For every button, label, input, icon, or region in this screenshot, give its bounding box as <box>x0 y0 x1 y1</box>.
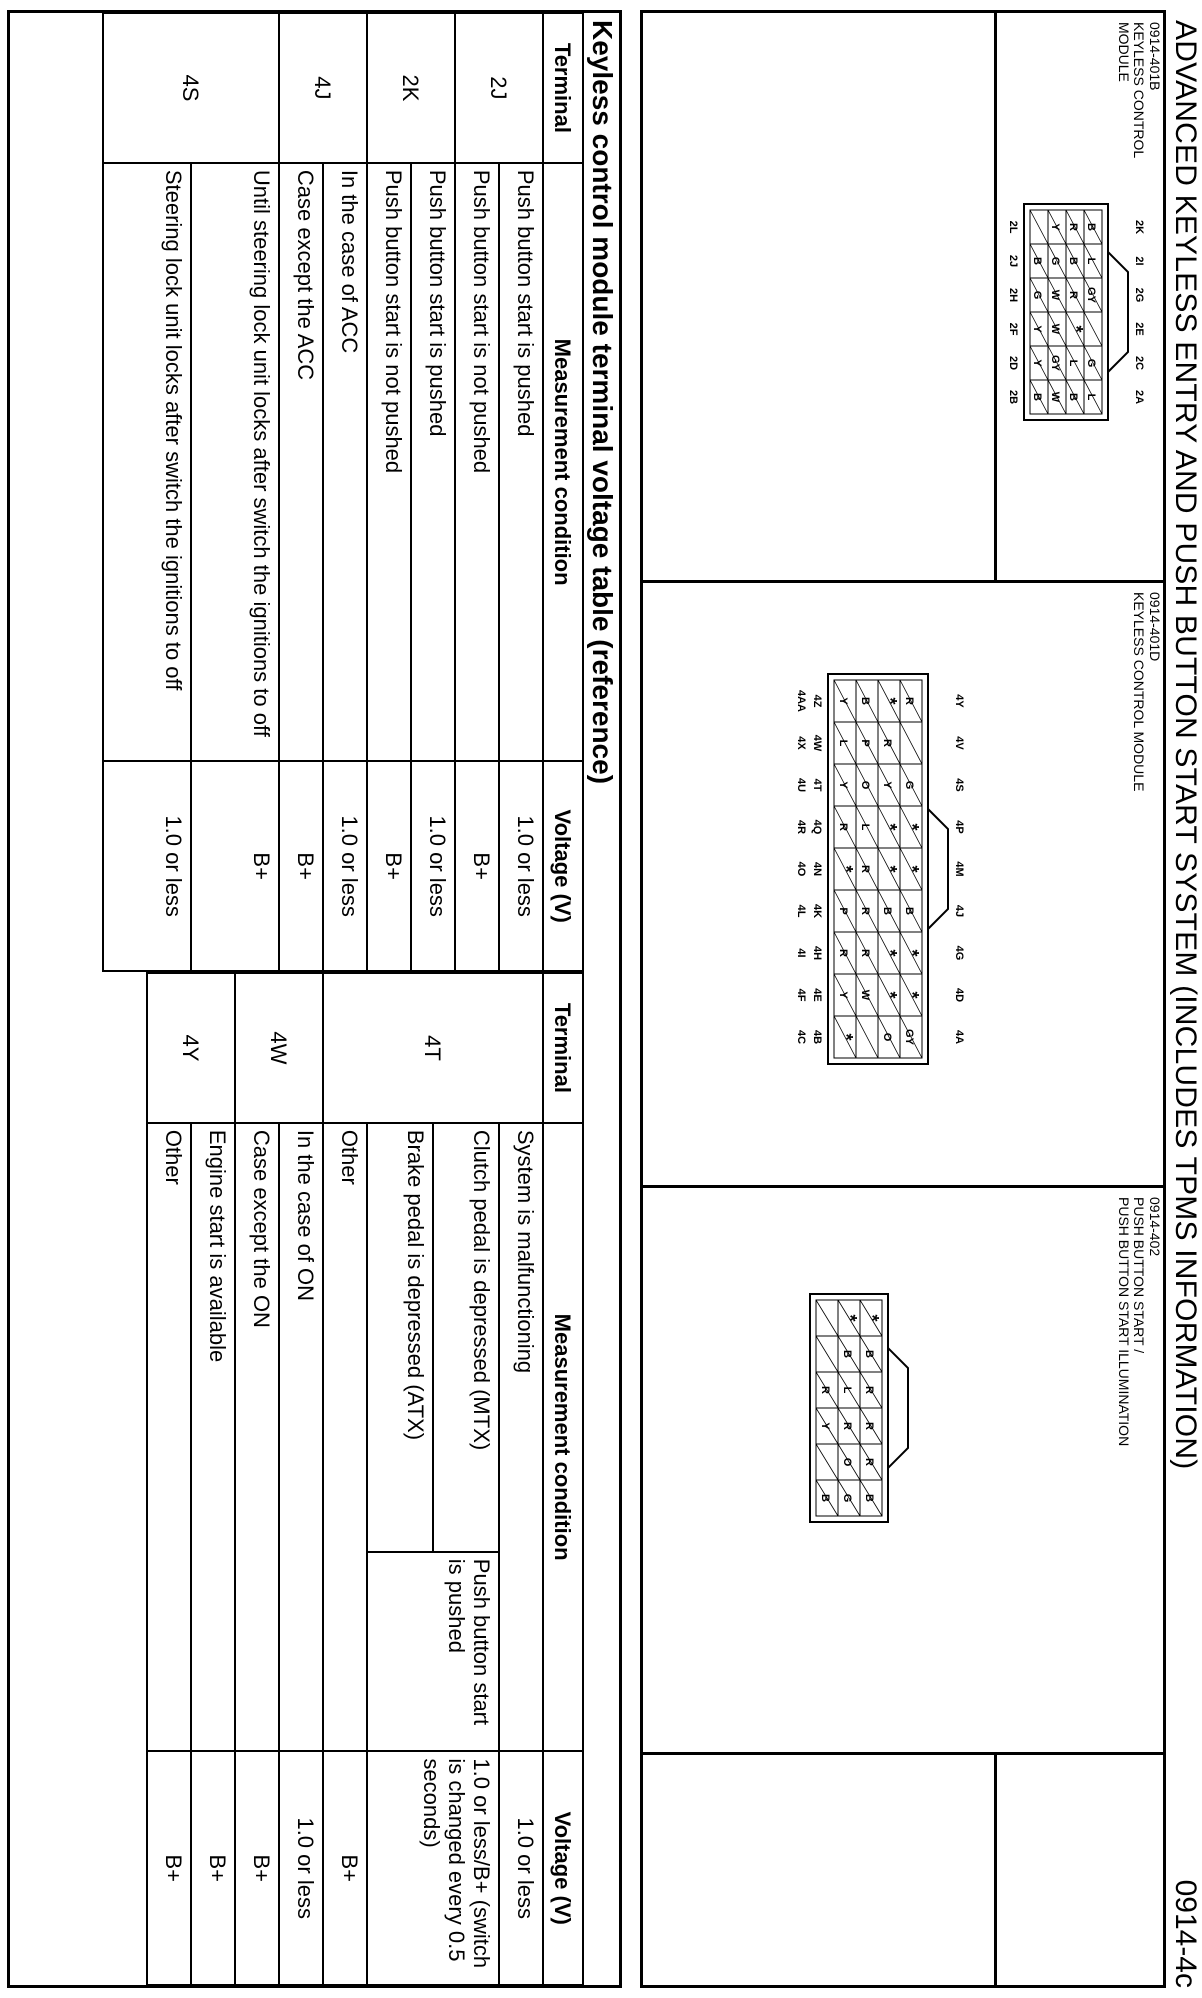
pin-label: B <box>1031 257 1043 265</box>
condition-cell: Other <box>147 1123 191 1752</box>
pin-number: 4X <box>795 736 807 750</box>
pin-label: R <box>837 823 849 831</box>
voltage-cell: 1.0 or less <box>499 761 543 971</box>
pin-label: G <box>1085 358 1097 368</box>
pin-label: O <box>859 780 871 790</box>
pin-number: 4W <box>811 734 823 752</box>
condition-cell: In the case of ON <box>279 1123 323 1752</box>
pin-number: 4K <box>811 903 823 919</box>
condition-cell: Brake pedal is depressed (ATX) <box>367 1123 433 1552</box>
col-condition: Measurement condition <box>543 163 583 762</box>
voltage-cell: B+ <box>367 761 411 971</box>
pin-label: G <box>841 1493 853 1503</box>
col-condition: Measurement condition <box>543 1123 583 1752</box>
condition-cell: Push button start is pushed <box>367 1552 499 1752</box>
connector-1-id: 0914-401B <box>1147 22 1163 91</box>
pin-label: R <box>903 697 915 705</box>
condition-cell: In the case of ACC <box>323 163 367 762</box>
pin-number: 2A <box>1133 389 1145 405</box>
connector-latch <box>928 809 948 929</box>
pin-label: L <box>1085 393 1097 401</box>
pin-label: * <box>840 1314 860 1322</box>
terminal-cell: 4Y <box>147 973 235 1123</box>
connector-latch <box>1108 252 1128 372</box>
pin-label: Y <box>837 781 849 789</box>
table-row <box>411 13 455 971</box>
condition-cell: Until steering lock unit locks after switch the ignitions to off <box>191 163 279 762</box>
pin-number: 4P <box>953 820 965 834</box>
pin-label: B <box>859 697 871 705</box>
page-code: 0914-4c <box>1169 1879 1202 1988</box>
pin-number: 4U <box>795 777 807 793</box>
table-row <box>499 13 543 971</box>
voltage-cell: 1.0 or less/B+ (switch is changed every 0.5 seconds) <box>367 1751 499 1985</box>
pin-label: R <box>859 907 871 915</box>
pin-label: R <box>1067 291 1079 299</box>
pin-number: 4J <box>953 904 965 918</box>
table-row <box>323 973 367 1985</box>
pin-number: 4AA <box>795 689 807 713</box>
pin-label: R <box>863 1458 875 1466</box>
voltage-table-left <box>102 12 584 972</box>
pin-number: 4V <box>953 736 965 750</box>
terminal-cell: 4W <box>235 973 323 1123</box>
pin-label: O <box>841 1457 853 1467</box>
condition-cell: Case except the ON <box>235 1123 279 1752</box>
pin-label: R <box>859 865 871 873</box>
pin-number: 4F <box>795 988 807 1002</box>
pin-label: P <box>859 739 871 747</box>
table-row <box>499 973 543 1985</box>
condition-cell: Case except the ACC <box>279 163 323 762</box>
pin-label: R <box>841 1422 853 1430</box>
connector-3-diagram <box>782 1260 922 1580</box>
pin-label: Y <box>837 991 849 999</box>
pin-label: Y <box>881 781 893 789</box>
pin-label: * <box>880 697 900 705</box>
pin-label: O <box>881 1032 893 1042</box>
pin-number: 4D <box>953 987 965 1003</box>
pin-label: R <box>1067 223 1079 231</box>
connector-latch <box>888 1348 908 1468</box>
condition-cell: Push button start is pushed <box>411 163 455 762</box>
pin-number: 4H <box>811 945 823 961</box>
pin-number: 4B <box>811 1029 823 1045</box>
connector-2-diagram <box>782 640 965 1160</box>
voltage-cell: B+ <box>235 1751 279 1985</box>
pin-label: Y <box>1031 325 1043 333</box>
connector-1-diagram <box>1002 150 1145 550</box>
pin-label: Y <box>837 697 849 705</box>
pin-label: R <box>819 1386 831 1394</box>
col-voltage: Voltage (V) <box>543 761 583 971</box>
pin-label: * <box>1066 325 1086 333</box>
pin-label: Y <box>1049 223 1061 231</box>
pin-label: P <box>837 907 849 915</box>
pin-label: * <box>862 1314 882 1322</box>
voltage-cell: B+ <box>191 761 279 971</box>
pin-label: B <box>863 1494 875 1502</box>
terminal-cell: 2K <box>367 13 455 163</box>
pin-label: R <box>881 739 893 747</box>
pin-label: * <box>902 991 922 999</box>
pin-number: 2K <box>1133 219 1145 235</box>
pin-label: B <box>1085 223 1097 231</box>
pin-label: B <box>1031 393 1043 401</box>
pin-label: R <box>859 949 871 957</box>
pin-label: B <box>881 907 893 915</box>
pin-label: L <box>837 739 849 747</box>
pin-label: Y <box>1031 359 1043 367</box>
pin-number: 4G <box>953 945 965 961</box>
pin-label: * <box>902 949 922 957</box>
pin-number: 4A <box>953 1029 965 1045</box>
condition-cell: Clutch pedal is depressed (MTX) <box>433 1123 499 1552</box>
pin-label: B <box>841 1350 853 1358</box>
pin-label: R <box>837 949 849 957</box>
table-row <box>191 13 279 971</box>
pin-number: 4Y <box>953 694 965 708</box>
pin-number: 4N <box>811 861 823 877</box>
pin-label: L <box>859 823 871 831</box>
pin-label: B <box>863 1350 875 1358</box>
connector-2-name: KEYLESS CONTROL MODULE <box>1131 592 1147 792</box>
pin-label: * <box>836 865 856 873</box>
pin-label: R <box>863 1386 875 1394</box>
pin-label: B <box>1067 393 1079 401</box>
terminal-cell: 4T <box>323 973 543 1123</box>
pin-label: W <box>859 989 871 1001</box>
pin-label: L <box>1067 359 1079 367</box>
pin-number: 4T <box>811 778 823 792</box>
pin-number: 4S <box>953 778 965 792</box>
pin-label: * <box>880 823 900 831</box>
condition-cell: Engine start is available <box>191 1123 235 1752</box>
pin-number: 2J <box>1007 254 1019 268</box>
condition-cell: Steering lock unit locks after switch the ignitions to off <box>103 163 191 762</box>
pin-number: 4M <box>953 861 965 877</box>
pin-label: B <box>1067 257 1079 265</box>
pin-label: W <box>1049 391 1061 403</box>
pin-label: W <box>1049 323 1061 335</box>
col-voltage: Voltage (V) <box>543 1751 583 1985</box>
voltage-cell: 1.0 or less <box>499 1751 543 1985</box>
voltage-table-right <box>146 972 584 1986</box>
connector-1-name: KEYLESS CONTROL MODULE <box>1116 22 1147 159</box>
condition-cell: Push button start is not pushed <box>455 163 499 762</box>
voltage-cell: 1.0 or less <box>103 761 191 971</box>
pin-label: G <box>1049 256 1061 266</box>
pin-label: B <box>903 907 915 915</box>
pin-label: B <box>819 1494 831 1502</box>
table-title: Keyless control module terminal voltage table (reference) <box>587 20 618 785</box>
pin-label: Y <box>819 1422 831 1430</box>
pin-label: R <box>863 1422 875 1430</box>
voltage-cell: B+ <box>147 1751 191 1985</box>
pin-label: * <box>902 823 922 831</box>
table-row <box>191 973 235 1985</box>
condition-cell: Other <box>323 1123 367 1752</box>
pin-number: 4Z <box>811 694 823 708</box>
table-row <box>235 973 279 1985</box>
pin-number: 4I <box>795 948 807 958</box>
pin-number: 2F <box>1007 322 1019 336</box>
table-row <box>279 973 323 1985</box>
pin-label: GY <box>903 1029 915 1045</box>
voltage-cell: 1.0 or less <box>279 1751 323 1985</box>
pin-label: G <box>1031 290 1043 300</box>
pin-number: 4Q <box>811 819 823 835</box>
pin-number: 2B <box>1007 389 1019 405</box>
pin-label: * <box>902 865 922 873</box>
pin-number: 4O <box>795 861 807 877</box>
pin-number: 4R <box>795 819 807 835</box>
pin-number: 2G <box>1133 287 1145 303</box>
condition-cell: Push button start is pushed <box>499 163 543 762</box>
pin-label: L <box>841 1386 853 1394</box>
col-terminal: Terminal <box>543 973 583 1123</box>
pin-label: * <box>880 949 900 957</box>
page-title: ADVANCED KEYLESS ENTRY AND PUSH BUTTON START SYSTEM (INCLUDES TPMS INFORMATION) <box>1169 20 1202 1470</box>
pin-label: * <box>880 865 900 873</box>
table-row <box>147 973 191 1985</box>
col-terminal: Terminal <box>543 13 583 163</box>
pin-label: G <box>903 780 915 790</box>
table-row <box>433 973 499 1985</box>
pin-label: GY <box>1085 287 1097 303</box>
condition-cell: Push button start is not pushed <box>367 163 411 762</box>
pin-label: GY <box>1049 355 1061 371</box>
connector-3-id: 0914-402 <box>1147 1197 1163 1257</box>
pin-label: L <box>1085 257 1097 265</box>
terminal-cell: 2J <box>455 13 543 163</box>
pin-number: 2H <box>1007 287 1019 303</box>
pin-number: 2D <box>1007 355 1019 371</box>
pin-number: 4E <box>811 988 823 1002</box>
table-row <box>323 13 367 971</box>
voltage-cell: B+ <box>279 761 323 971</box>
voltage-cell: 1.0 or less <box>323 761 367 971</box>
pin-number: 2E <box>1133 322 1145 336</box>
pin-number: 2C <box>1133 355 1145 371</box>
voltage-cell: 1.0 or less <box>411 761 455 971</box>
voltage-cell: B+ <box>323 1751 367 1985</box>
terminal-cell: 4S <box>103 13 279 163</box>
pin-label: * <box>880 991 900 999</box>
pin-number: 4L <box>795 904 807 918</box>
terminal-cell: 4J <box>279 13 367 163</box>
voltage-cell: B+ <box>191 1751 235 1985</box>
connector-2-id: 0914-401D <box>1147 592 1163 662</box>
pin-number: 2I <box>1133 256 1145 266</box>
connector-3-name: PUSH BUTTON START / PUSH BUTTON START ILLUMINATION <box>1116 1197 1147 1447</box>
condition-cell: System is malfunctioning <box>499 1123 543 1752</box>
pin-label: W <box>1049 289 1061 301</box>
pin-label: * <box>836 1033 856 1041</box>
pin-number: 4C <box>795 1029 807 1045</box>
voltage-cell: B+ <box>455 761 499 971</box>
pin-number: 2L <box>1007 220 1019 234</box>
